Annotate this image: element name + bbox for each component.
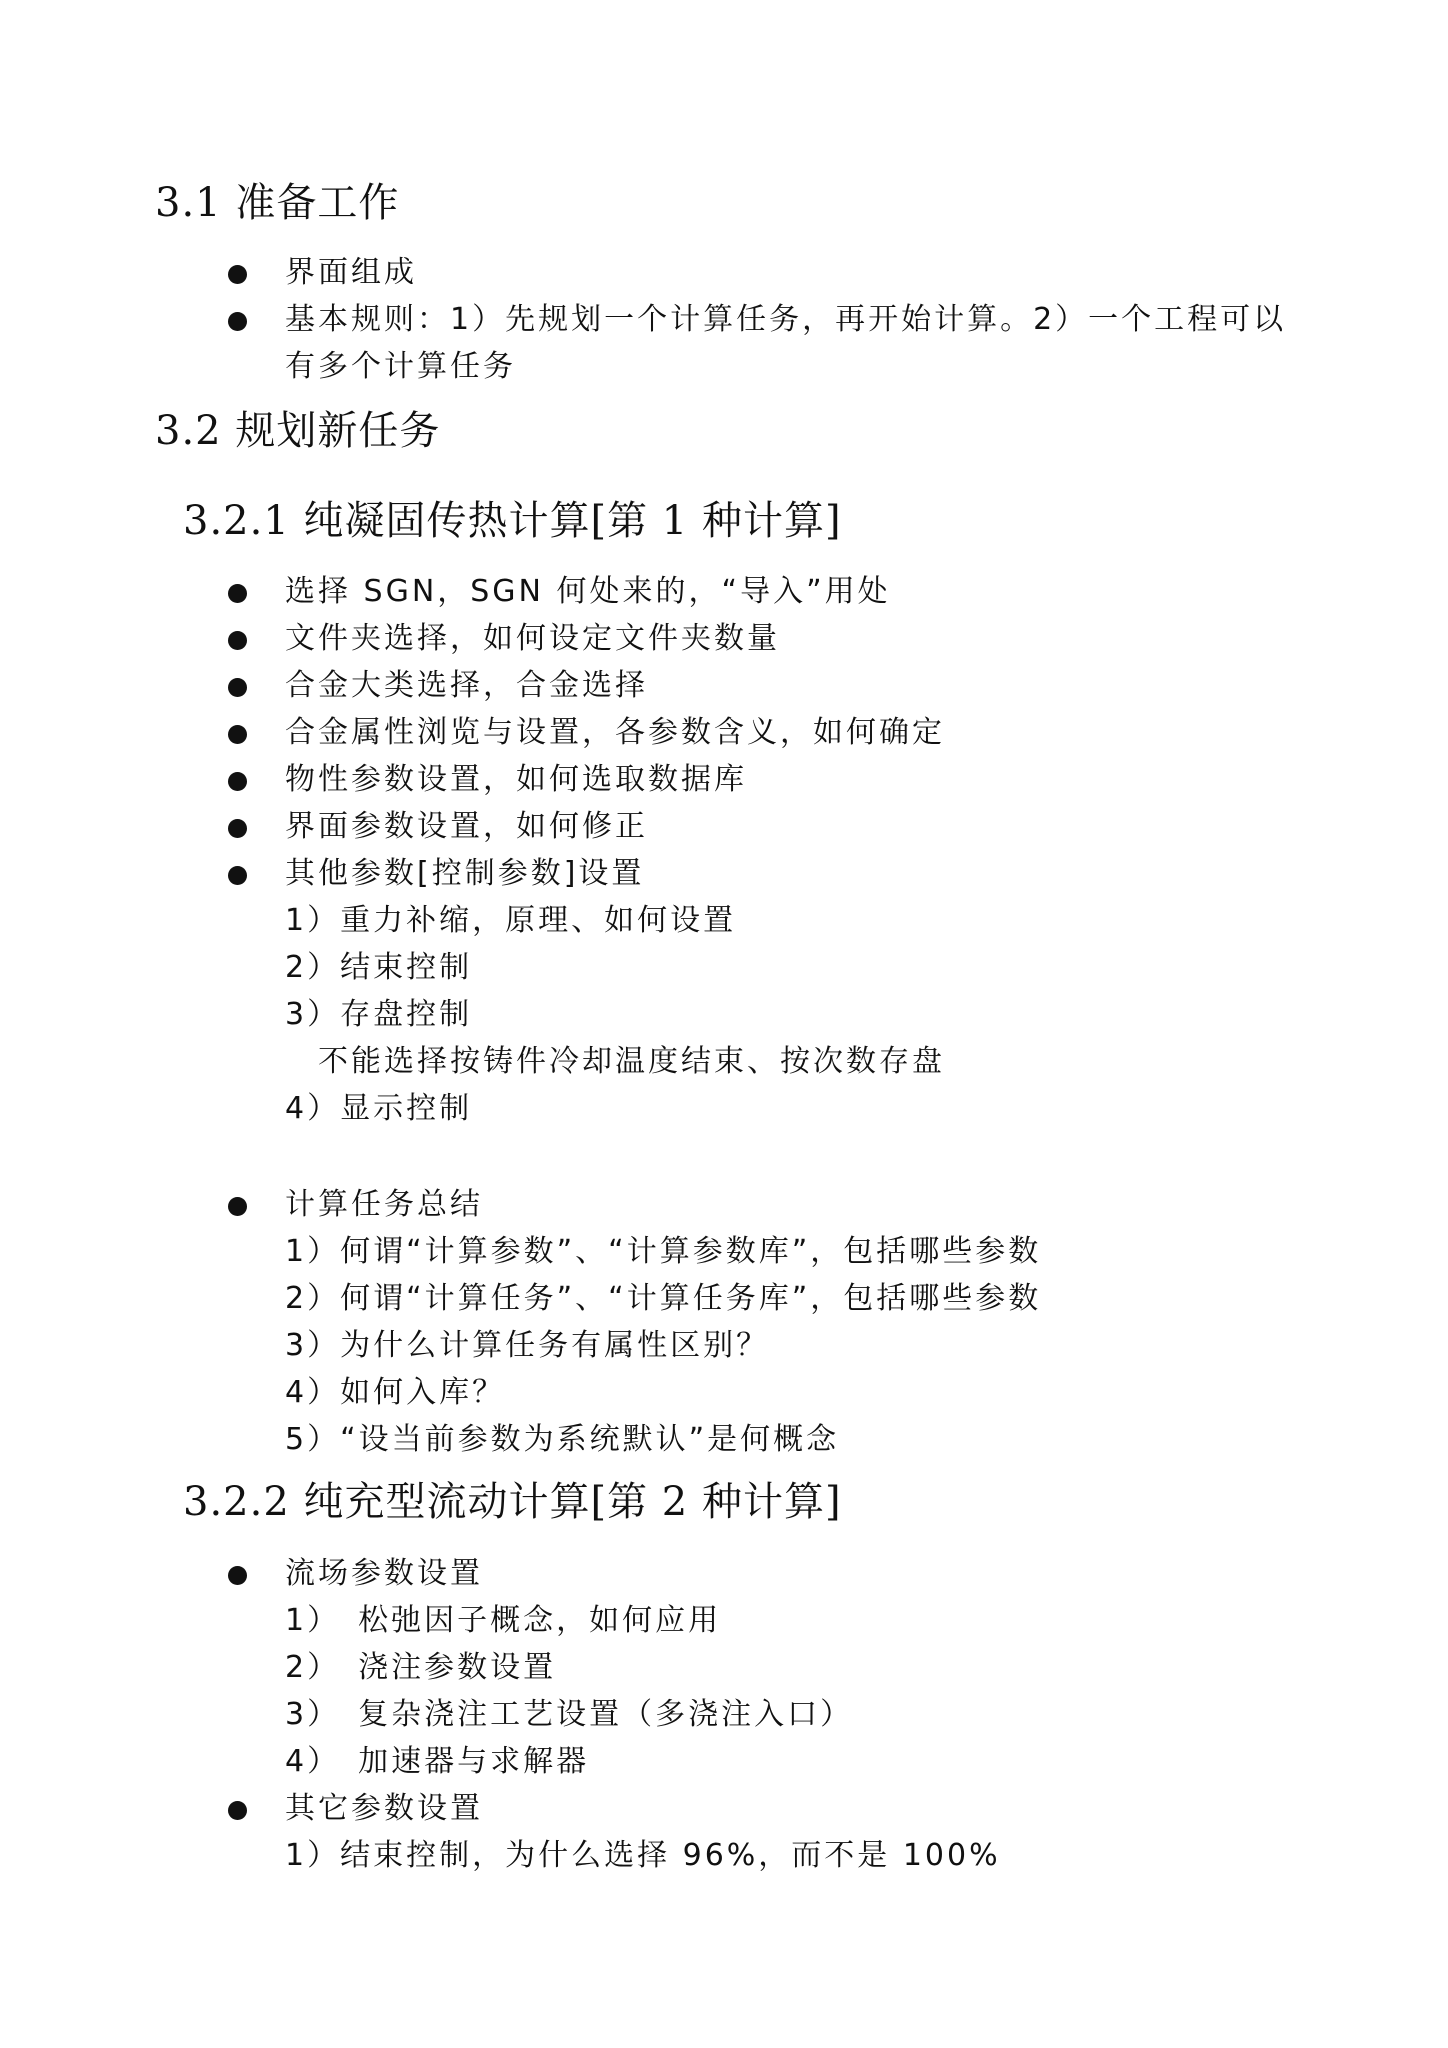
bullet-physical-parameters: 物性参数设置，如何选取数据库 <box>285 762 747 797</box>
bullet-dot <box>228 819 247 838</box>
flow-item-3: 3） 复杂浇注工艺设置（多浇注入口） <box>285 1697 854 1732</box>
bullet-select-sgn: 选择 SGN，SGN 何处来的，“导入”用处 <box>285 574 891 609</box>
flow-item-2: 2） 浇注参数设置 <box>285 1650 557 1685</box>
bullet-interface-parameters: 界面参数设置，如何修正 <box>285 809 648 844</box>
bullet-dot <box>228 772 247 791</box>
bullet-dot <box>228 725 247 744</box>
bullet-dot <box>228 584 247 603</box>
bullet-dot <box>228 678 247 697</box>
bullet-alloy-selection: 合金大类选择，合金选择 <box>285 668 648 703</box>
section-heading-3-1: 3.1 准备工作 <box>155 180 400 226</box>
bullet-other-parameters: 其他参数[控制参数]设置 <box>285 856 645 891</box>
bullet-dot <box>228 1566 247 1585</box>
summary-item-2: 2）何谓“计算任务”、“计算任务库”，包括哪些参数 <box>285 1281 1042 1316</box>
summary-item-4: 4）如何入库？ <box>285 1375 506 1410</box>
bullet-basic-rules: 基本规则：1）先规划一个计算任务，再开始计算。2）一个工程可以 <box>285 302 1287 337</box>
flow-item-1: 1） 松弛因子概念，如何应用 <box>285 1603 722 1638</box>
section-heading-3-2: 3.2 规划新任务 <box>155 408 441 454</box>
bullet-alloy-properties: 合金属性浏览与设置，各参数含义，如何确定 <box>285 715 945 750</box>
section-heading-3-2-2: 3.2.2 纯充型流动计算[第 2 种计算] <box>183 1479 842 1525</box>
bullet-dot <box>228 1197 247 1216</box>
sub-item-gravity-feeding: 1）重力补缩，原理、如何设置 <box>285 903 737 938</box>
summary-item-5: 5）“设当前参数为系统默认”是何概念 <box>285 1422 840 1457</box>
bullet-task-summary: 计算任务总结 <box>285 1187 483 1222</box>
bullet-dot <box>228 866 247 885</box>
bullet-dot <box>228 312 247 331</box>
bullet-other-settings: 其它参数设置 <box>285 1791 483 1826</box>
other-item-1: 1）结束控制，为什么选择 96%，而不是 100% <box>285 1838 1001 1873</box>
sub-item-save-control: 3）存盘控制 <box>285 997 473 1032</box>
flow-item-4: 4） 加速器与求解器 <box>285 1744 590 1779</box>
sub-item-save-control-note: 不能选择按铸件冷却温度结束、按次数存盘 <box>318 1044 945 1079</box>
bullet-interface-composition: 界面组成 <box>285 255 417 290</box>
sub-item-end-control: 2）结束控制 <box>285 950 473 985</box>
bullet-basic-rules-continued: 有多个计算任务 <box>285 349 516 384</box>
sub-item-display-control: 4）显示控制 <box>285 1091 473 1126</box>
bullet-dot <box>228 1801 247 1820</box>
section-heading-3-2-1: 3.2.1 纯凝固传热计算[第 1 种计算] <box>183 498 842 544</box>
bullet-folder-selection: 文件夹选择，如何设定文件夹数量 <box>285 621 780 656</box>
summary-item-3: 3）为什么计算任务有属性区别？ <box>285 1328 770 1363</box>
bullet-flow-parameters: 流场参数设置 <box>285 1556 483 1591</box>
summary-item-1: 1）何谓“计算参数”、“计算参数库”，包括哪些参数 <box>285 1234 1042 1269</box>
bullet-dot <box>228 631 247 650</box>
bullet-dot <box>228 265 247 284</box>
